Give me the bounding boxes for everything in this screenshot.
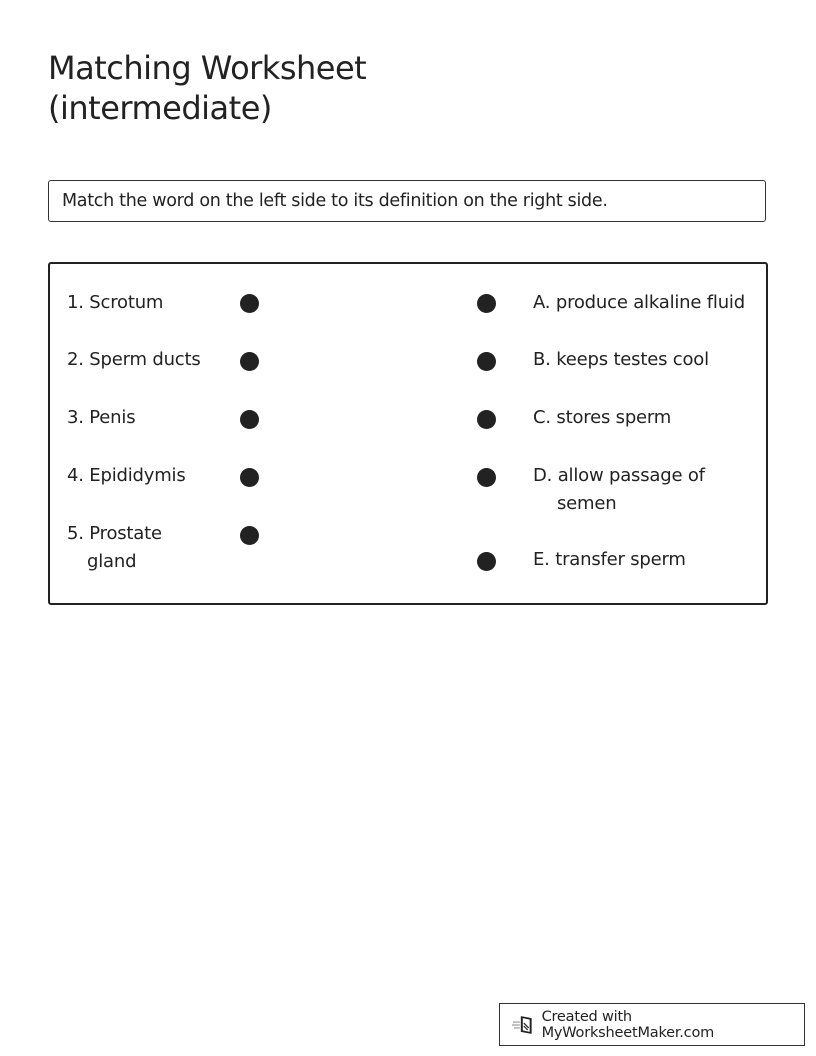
left-item-label: 5. Prostate <box>67 523 162 544</box>
right-item-label: C. stores sperm <box>533 407 672 428</box>
left-item-2 <box>67 346 201 374</box>
right-match-dot-e[interactable] <box>477 552 496 571</box>
right-match-dot-b[interactable] <box>477 352 496 371</box>
left-item-5 <box>67 520 162 576</box>
right-match-dot-c[interactable] <box>477 410 496 429</box>
left-item-1 <box>67 289 163 317</box>
right-match-dot-a[interactable] <box>477 294 496 313</box>
left-item-label: 1. Scrotum <box>67 292 164 313</box>
left-match-dot-5[interactable] <box>240 526 259 545</box>
right-item-label: E. transfer sperm <box>533 549 686 570</box>
footer-credit[interactable] <box>499 1003 805 1046</box>
left-match-dot-4[interactable] <box>240 468 259 487</box>
right-item-c <box>533 404 671 432</box>
right-match-dot-d[interactable] <box>477 468 496 487</box>
instructions-box: Match the word on the left side to its definition on the right side. <box>48 180 766 222</box>
right-item-b <box>533 346 709 374</box>
left-match-dot-3[interactable] <box>240 410 259 429</box>
right-item-continuation: semen <box>557 493 617 514</box>
page-title <box>48 48 366 128</box>
left-match-dot-1[interactable] <box>240 294 259 313</box>
worksheet-maker-logo-icon <box>512 1014 536 1036</box>
right-item-label: B. keeps testes cool <box>533 349 709 370</box>
title-line-2: (intermediate) <box>48 89 272 127</box>
matching-area <box>48 262 768 605</box>
left-item-label: 2. Sperm ducts <box>67 349 201 370</box>
left-item-label: 3. Penis <box>67 407 136 428</box>
title-line-1: Matching Worksheet <box>48 49 367 87</box>
left-item-continuation: gland <box>87 551 137 572</box>
footer-text: Created with MyWorksheetMaker.com <box>541 1008 715 1041</box>
right-item-e <box>533 546 686 574</box>
left-item-label: 4. Epididymis <box>67 465 186 486</box>
right-item-a <box>533 289 745 317</box>
right-item-label: D. allow passage of <box>533 465 705 486</box>
left-item-4 <box>67 462 186 490</box>
right-item-d <box>533 462 705 518</box>
left-item-3 <box>67 404 135 432</box>
left-match-dot-2[interactable] <box>240 352 259 371</box>
right-item-label: A. produce alkaline fluid <box>533 292 745 313</box>
